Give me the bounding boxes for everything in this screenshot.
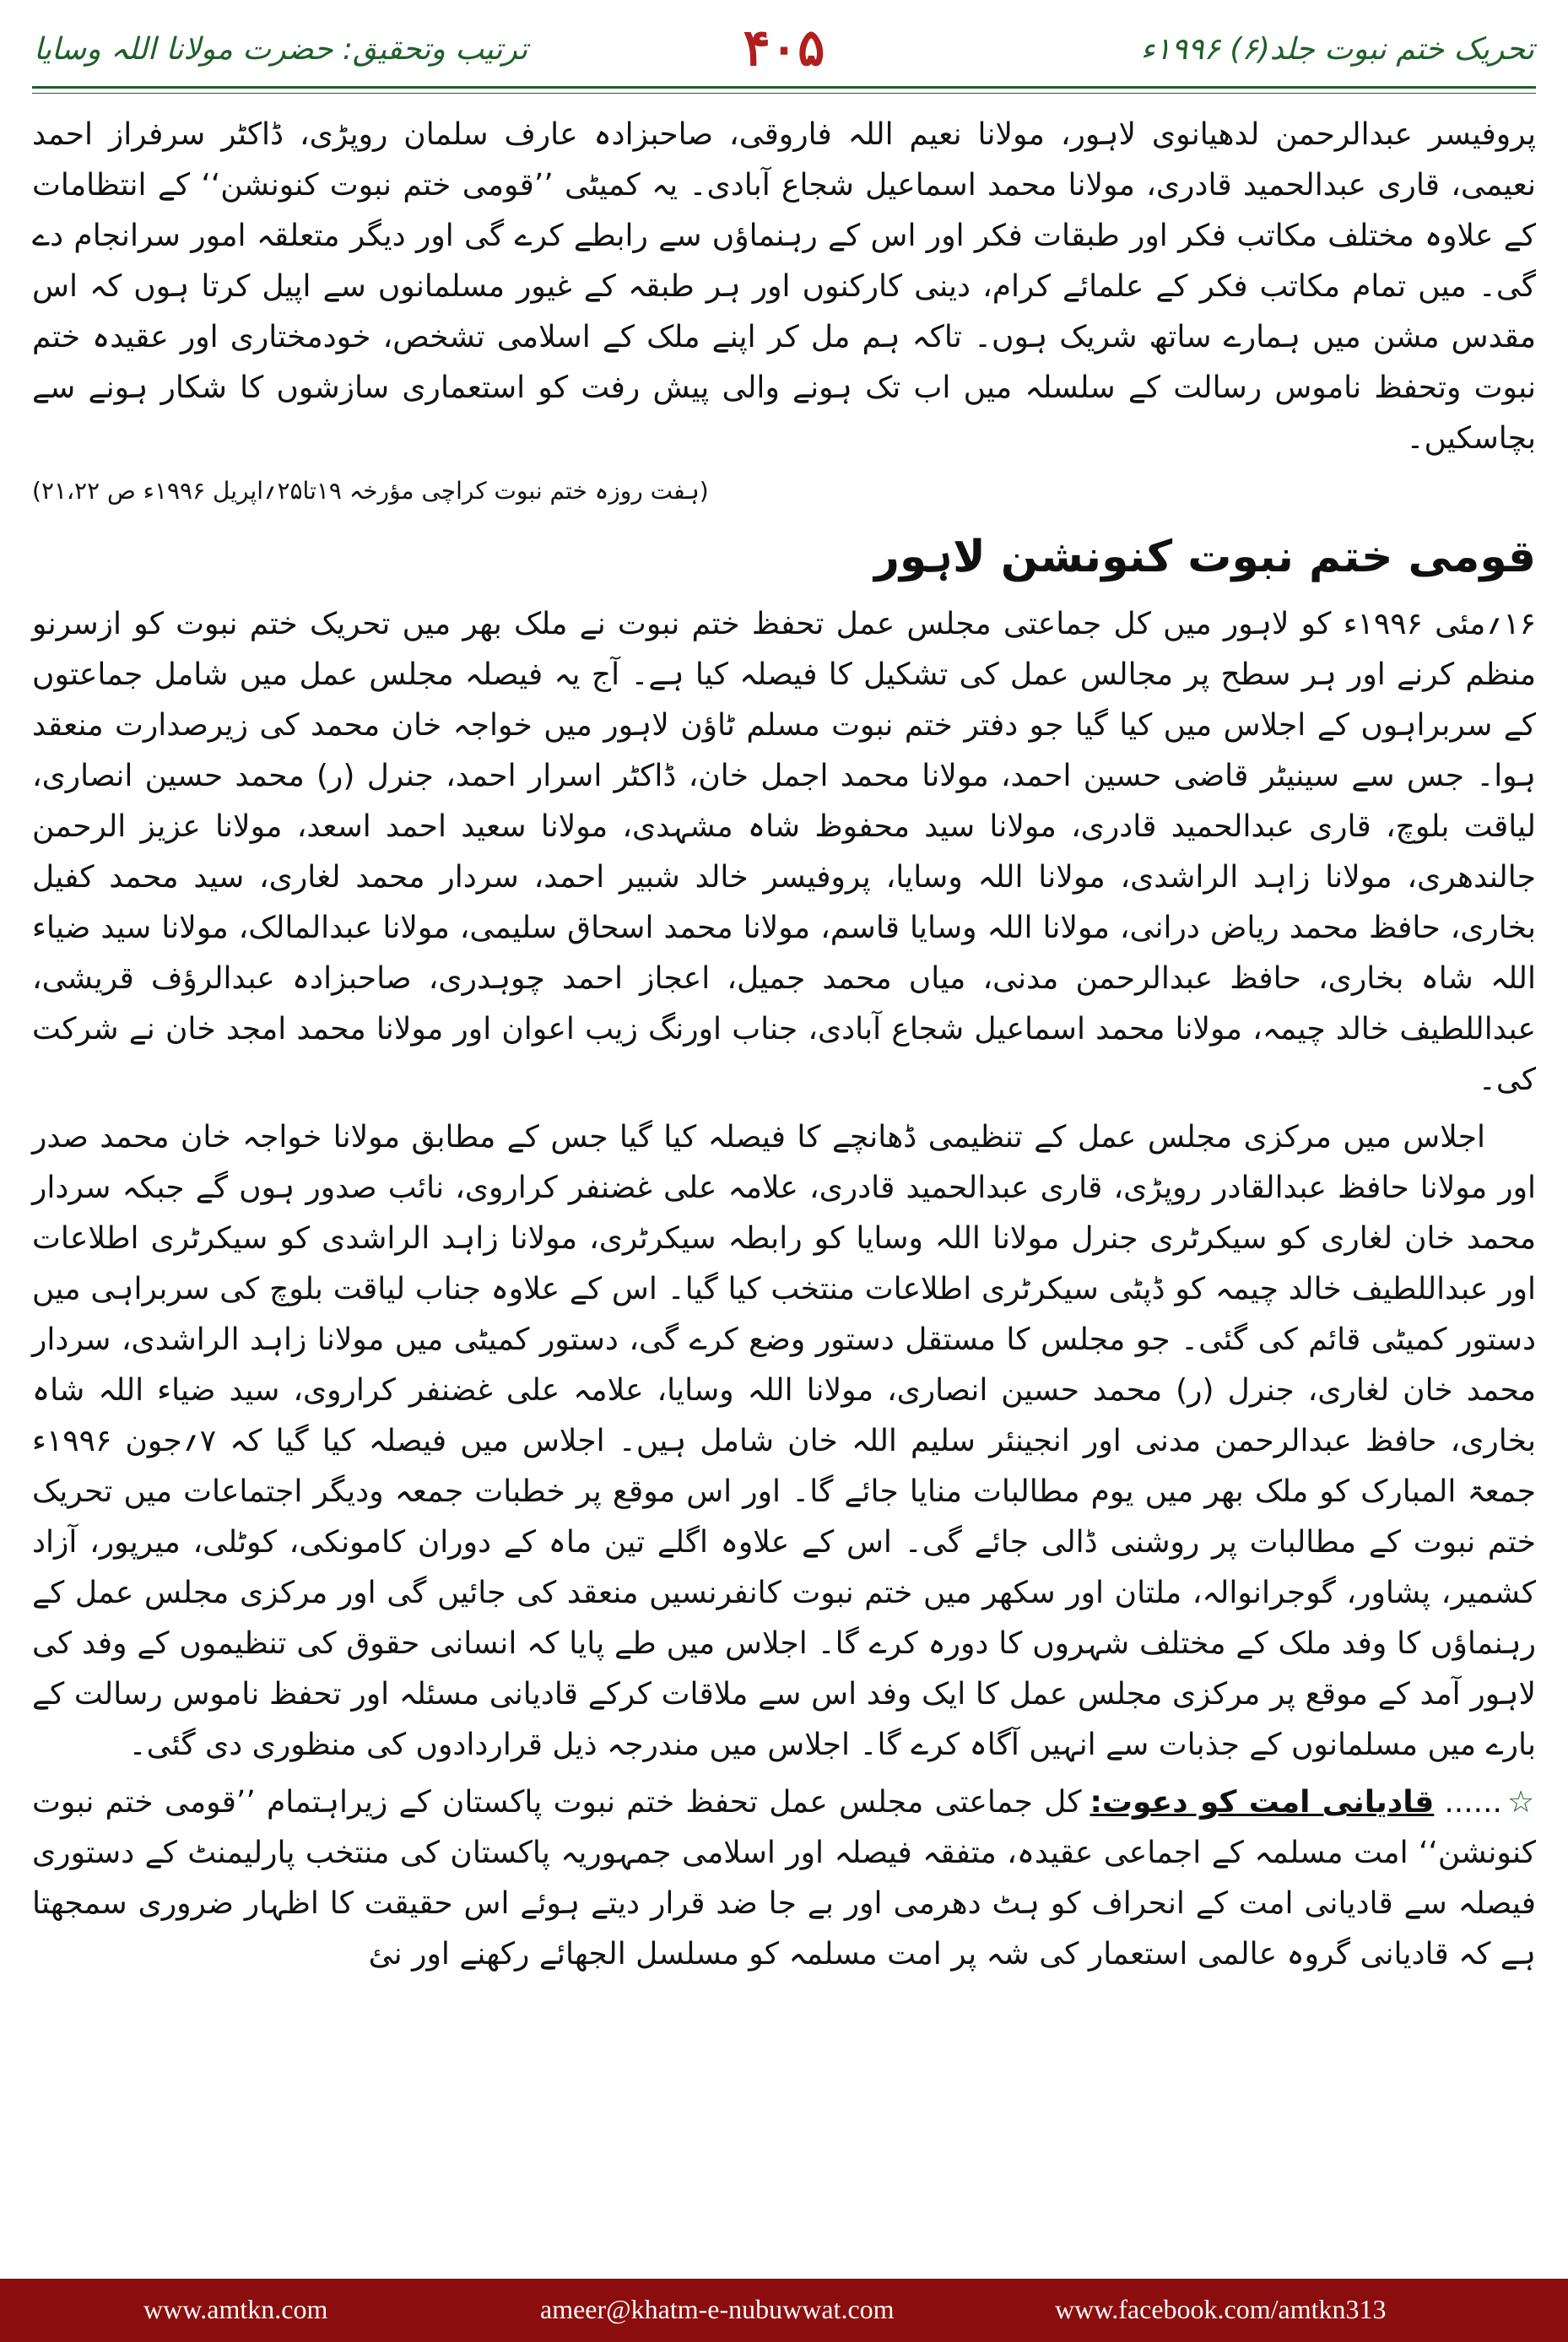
page-footer <box>0 2279 1568 2342</box>
header-divider-thin <box>32 93 1536 94</box>
citation: (ہفت روزہ ختم نبوت کراچی مؤرخہ ۱۹تا۲۵؍اپریل ۱۹۹۶ء ص ۲۱،۲۲) <box>32 477 709 505</box>
header-divider <box>32 86 1536 89</box>
paragraph-3: اجلاس میں مرکزی مجلس عمل کے تنظیمی ڈھانچے کا فیصلہ کیا گیا جس کے مطابق مولانا خواجہ خان محمد صدر اور مولانا حافظ عبدالقادر روپڑی، قاری عبدالحمید قادری، علامہ علی غضنفر کراروی، نائب صدور ہوں گے جبکہ سردار محمد خان لغاری کو سیکرٹری جنرل مولانا اللہ وسایا کو رابطہ سیکرٹری، مولانا زاہد الراشدی کو سیکرٹری اطلاعات اور عبداللطیف خالد چیمہ کو ڈپٹی سیکرٹری اطلاعات منتخب کیا گیا۔ اس کے علاوہ جناب لیاقت بلوچ کی سربراہی میں دستور کمیٹی قائم کی گئی۔ جو مجلس کا مستقل دستور وضع کرے گی، دستور کمیٹی میں مولانا زاہد الراشدی، سردار محمد خان لغاری، جنرل (ر) محمد حسین انصاری، مولانا اللہ وسایا، علامہ علی غضنفر کراروی، سید ضیاء اللہ شاہ بخاری، حافظ عبدالرحمن مدنی اور انجینئر سلیم اللہ خان شامل ہیں۔ اجلاس میں فیصلہ کیا گیا کہ ۷؍جون ۱۹۹۶ء جمعۃ المبارک کو ملک بھر میں یوم مطالبات منایا جائے گا۔ اور اس موقع پر خطبات جمعہ ودیگر اجتماعات میں تحریک ختم نبوت کے مطالبات پر روشنی ڈالی جائے گی۔ اس کے علاوہ اگلے تین ماہ کے دوران کامونکی، کوٹلی، میرپور، آزاد کشمیر، پشاور، گوجرانوالہ، ملتان اور سکھر میں ختم نبوت کانفرنسیں منعقد کی جائیں گی اور مرکزی مجلس عمل کے رہنماؤں کا وفد ملک کے مختلف شہروں کا دورہ کرے گا۔ اجلاس میں طے پایا کہ انسانی حقوق کی تنظیموں کے وفد کی لاہور آمد کے موقع پر مرکزی مجلس عمل کا ایک وفد اس سے ملاقات کرکے قادیانی مسئلہ اور تحفظ ناموس رسالت کے بارے میں مسلمانوں کے جذبات سے انہیں آگاہ کرے گا۔ اجلاس میں مندرجہ ذیل قراردادوں کی منظوری دی گئی۔ <box>32 1120 1536 1762</box>
page-body <box>32 110 1536 1987</box>
dots-leader: ...... <box>1444 1785 1502 1820</box>
page-header <box>0 0 1568 84</box>
paragraph-4-text: کل جماعتی مجلس عمل تحفظ ختم نبوت پاکستان کے زیراہتمام ’’قومی ختم نبوت کنونشن‘‘ امت مسلمہ کے اجماعی عقیدہ، متفقہ فیصلہ اور اسلامی جمہوریہ پاکستان کی منتخب پارلیمنٹ کے دستوری فیصلہ سے قادیانی امت کے انحراف کو ہٹ دھرمی اور بے جا ضد قرار دیتے ہوئے اس حقیقت کا اظہار ضروری سمجھتا ہے کہ قادیانی گروہ عالمی استعمار کی شہ پر امت مسلمہ کو مسلسل الجھائے رکھنے اور نئ <box>32 1785 1536 1971</box>
page-number: ۴۰۵ <box>743 19 825 78</box>
paragraph-1: پروفیسر عبدالرحمن لدھیانوی لاہور، مولانا نعیم اللہ فاروقی، صاحبزادہ عارف سلمان روپڑی، ڈاکٹر سرفراز احمد نعیمی، قاری عبدالحمید قادری، مولانا محمد اسماعیل شجاع آبادی۔ یہ کمیٹی ’’قومی ختم نبوت کنونشن‘‘ کے انتظامات کے علاوہ مختلف مکاتب فکر اور طبقات فکر اور اس کے رہنماؤں سے رابطے کرے گی اور دیگر متعلقہ امور سرانجام دے گی۔ میں تمام مکاتب فکر کے علمائے کرام، دینی کارکنوں اور ہر طبقہ کے غیور مسلمانوں سے اپیل کرتا ہوں کہ اس مقدس مشن میں ہمارے ساتھ شریک ہوں۔ تاکہ ہم مل کر اپنے ملک کے اسلامی تشخص، خودمختاری اور عقیدہ ختم نبوت وتحفظ ناموس رسالت کے سلسلہ میں اب تک ہونے والی پیش رفت کو استعماری سازشوں کا شکار ہونے سے بچاسکیں۔ <box>32 117 1536 456</box>
section-heading: قومی ختم نبوت کنونشن لاہور <box>874 532 1536 582</box>
compiler-credit: ترتیب وتحقیق: حضرت مولانا اللہ وسایا <box>34 32 528 67</box>
star-icon: ☆ <box>1506 1785 1537 1820</box>
book-title: تحریک ختم نبوت جلد(۶) ۱۹۹۶ء <box>1140 32 1534 67</box>
footer-website-link[interactable]: www.amtkn.com <box>143 2294 328 2324</box>
paragraph-4 <box>32 1777 1536 1980</box>
subheading: قادیانی امت کو دعوت: <box>1089 1785 1435 1820</box>
footer-email-link[interactable]: ameer@khatm-e-nubuwwat.com <box>540 2294 895 2324</box>
paragraph-2: ۱۶؍مئی ۱۹۹۶ء کو لاہور میں کل جماعتی مجلس عمل تحفظ ختم نبوت نے ملک بھر میں تحریک ختم نبوت کو ازسرنو منظم کرنے اور ہر سطح پر مجالس عمل کی تشکیل کا فیصلہ کیا ہے۔ آج یہ فیصلہ مجلس عمل میں شامل جماعتوں کے سربراہوں کے اجلاس میں کیا گیا جو دفتر ختم نبوت مسلم ٹاؤن لاہور میں خواجہ خان محمد کی زیرصدارت منعقد ہوا۔ جس سے سینیٹر قاضی حسین احمد، مولانا محمد اجمل خان، ڈاکٹر اسرار احمد، جنرل (ر) محمد حسین انصاری، لیاقت بلوچ، قاری عبدالحمید قادری، مولانا سید محفوظ شاہ مشہدی، مولانا سعید احمد اسعد، مولانا عزیز الرحمن جالندھری، مولانا زاہد الراشدی، مولانا اللہ وسایا، پروفیسر خالد شبیر احمد، سردار محمد لغاری، سید محمد کفیل بخاری، حافظ محمد ریاض درانی، مولانا اللہ وسایا قاسم، مولانا محمد اسحاق سلیمی، مولانا عبدالمالک، مولانا سید ضیاء اللہ شاہ بخاری، حافظ عبدالرحمن مدنی، میاں محمد جمیل، اعجاز احمد چوہدری، صاحبزادہ عبدالرؤف قریشی، عبداللطیف خالد چیمہ، مولانا محمد اسماعیل شجاع آبادی، جناب اورنگ زیب اعوان اور مولانا محمد امجد خان نے شرکت کی۔ <box>32 607 1536 1097</box>
footer-facebook-link[interactable]: www.facebook.com/amtkn313 <box>1055 2294 1387 2324</box>
